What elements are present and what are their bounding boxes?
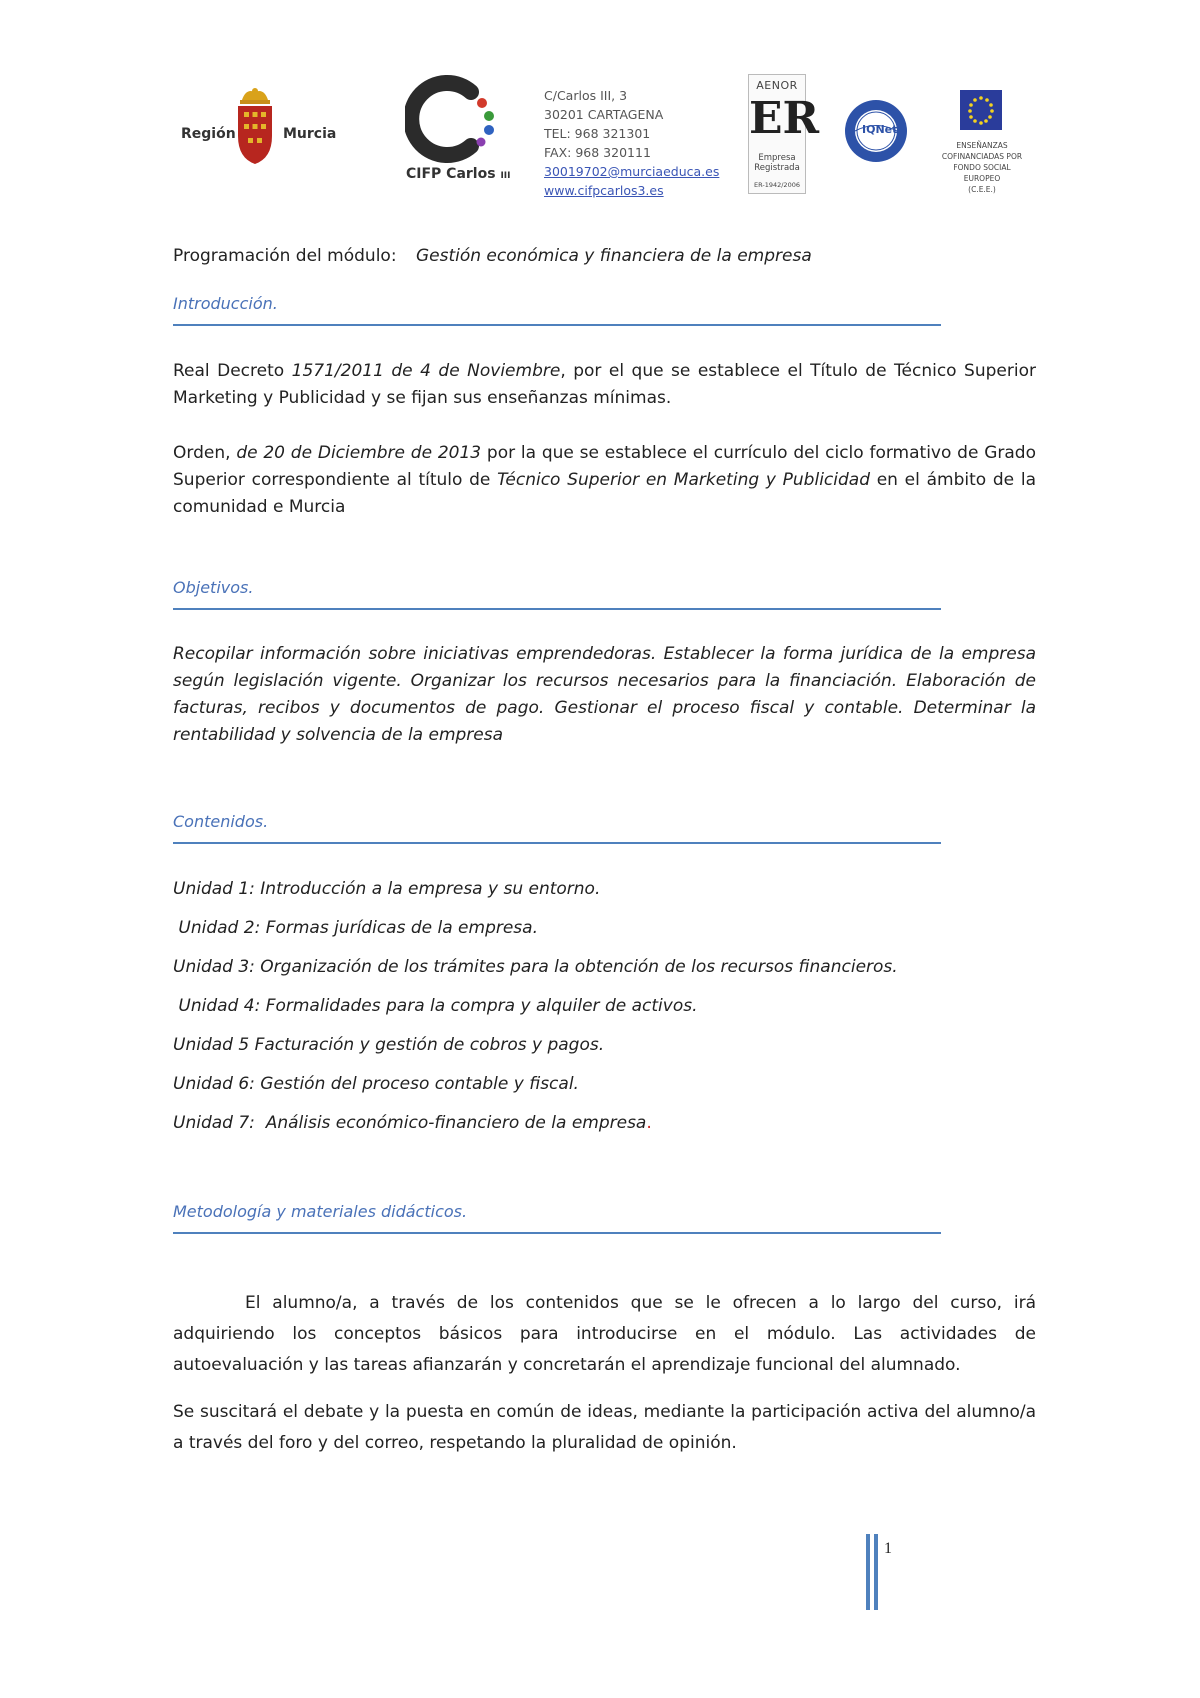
unit-item-3: Unidad 3: Organización de los trámites para la obtención de los recursos financieros. (173, 957, 898, 977)
unit-item-5: Unidad 5 Facturación y gestión de cobros y pagos. (173, 1035, 605, 1055)
iqnet-label: IQNet (862, 123, 898, 136)
contact-city: 30201 CARTAGENA (544, 107, 664, 122)
unit-item-7: Unidad 7: Análisis económico-financiero de la empresa. (173, 1113, 652, 1133)
section-heading-contenidos: Contenidos. (173, 812, 941, 831)
region-murcia-logo (181, 86, 336, 170)
unit-item-6: Unidad 6: Gestión del proceso contable y fiscal. (173, 1074, 579, 1094)
murcia-shield-icon (234, 86, 276, 166)
aenor-er-mark: ER (749, 93, 820, 144)
unit-item-4: Unidad 4: Formalidades para la compra y alquiler de activos. (173, 996, 698, 1016)
aenor-certification-badge (748, 74, 820, 194)
program-title (173, 246, 812, 266)
aenor-subtitle: Empresa Registrada (754, 153, 800, 173)
section-heading-metodologia: Metodología y materiales didácticos. (173, 1202, 941, 1221)
unit-7-period: . (646, 1113, 652, 1133)
contact-block (544, 86, 719, 200)
unit-item-1: Unidad 1: Introducción a la empresa y su entorno. (173, 879, 601, 899)
intro-paragraph-real-decreto: Real Decreto 1571/2011 de 4 de Noviembre, por el que se establece el Título de Técnico Superior Marketing y Publicidad y se fijan sus enseñanzas mínimas. (173, 361, 1036, 408)
section-rule (173, 842, 941, 844)
eu-flag-icon (960, 90, 1002, 130)
unit-item-2: Unidad 2: Formas jurídicas de la empresa. (173, 918, 538, 938)
page-number-bar (874, 1534, 878, 1610)
methodology-paragraph-1: El alumno/a, a través de los contenidos que se le ofrecen a lo largo del curso, irá adquiriendo los conceptos básicos para introducirse en el módulo. Las actividades de autoevaluación y las tareas afianzarán y concretarán el aprendizaje funcional del alumnado. (173, 1293, 1036, 1375)
aenor-code: ER-1942/2006 (754, 181, 800, 189)
eu-fse-text: ENSEÑANZAS COFINANCIADAS POR FONDO SOCIAL EUROPEO (C.E.E.) (941, 141, 1023, 194)
murcia-logo-word-murcia: Murcia (283, 126, 337, 142)
cifp-carlos-logo (405, 72, 511, 192)
section-rule (173, 324, 941, 326)
contact-web-link[interactable]: www.cifpcarlos3.es (544, 183, 664, 198)
intro-paragraph-orden: Orden, de 20 de Diciembre de 2013 por la que se establece el currículo del ciclo formativo de Grado Superior correspondiente al título de Técnico Superior en Marketing y Publicidad en el ámbito de la comunidad e Murcia (173, 443, 1037, 517)
objectives-paragraph: Recopilar información sobre iniciativas emprendedoras. Establecer la forma jurídica de la empresa según legislación vigente. Organizar los recursos necesarios para la financiación. Elaboración de facturas, recibos y documentos de pago. Gestionar el proceso fiscal y contable. Determinar la rentabilidad y solvencia de la empresa (173, 644, 1036, 745)
contact-email-link[interactable]: 30019702@murciaeduca.es (544, 164, 720, 179)
section-heading-objetivos: Objetivos. (173, 578, 941, 597)
page-number-bar (866, 1534, 870, 1610)
murcia-logo-word-region: Región (181, 126, 236, 142)
section-rule (173, 608, 941, 610)
contact-fax: FAX: 968 320111 (544, 145, 651, 160)
section-heading-introduccion: Introducción. (173, 294, 941, 313)
methodology-paragraph-2: Se suscitará el debate y la puesta en común de ideas, mediante la participación activa del alumno/a a través del foro y del correo, respetando la pluralidad de opinión. (173, 1402, 1036, 1453)
eu-fse-logo (937, 90, 1027, 200)
contact-tel: TEL: 968 321301 (544, 126, 651, 141)
iqnet-certification-badge (843, 98, 909, 164)
module-name: Gestión económica y financiera de la empresa (415, 246, 812, 266)
section-rule (173, 1232, 941, 1234)
aenor-label: AENOR (756, 79, 798, 92)
page-number: 1 (884, 1540, 892, 1557)
contact-address: C/Carlos III, 3 (544, 88, 628, 103)
cifp-c-mark-icon (405, 72, 505, 166)
cifp-logo-caption: CIFP Carlos III (406, 166, 511, 182)
program-label: Programación del módulo: (173, 246, 397, 266)
